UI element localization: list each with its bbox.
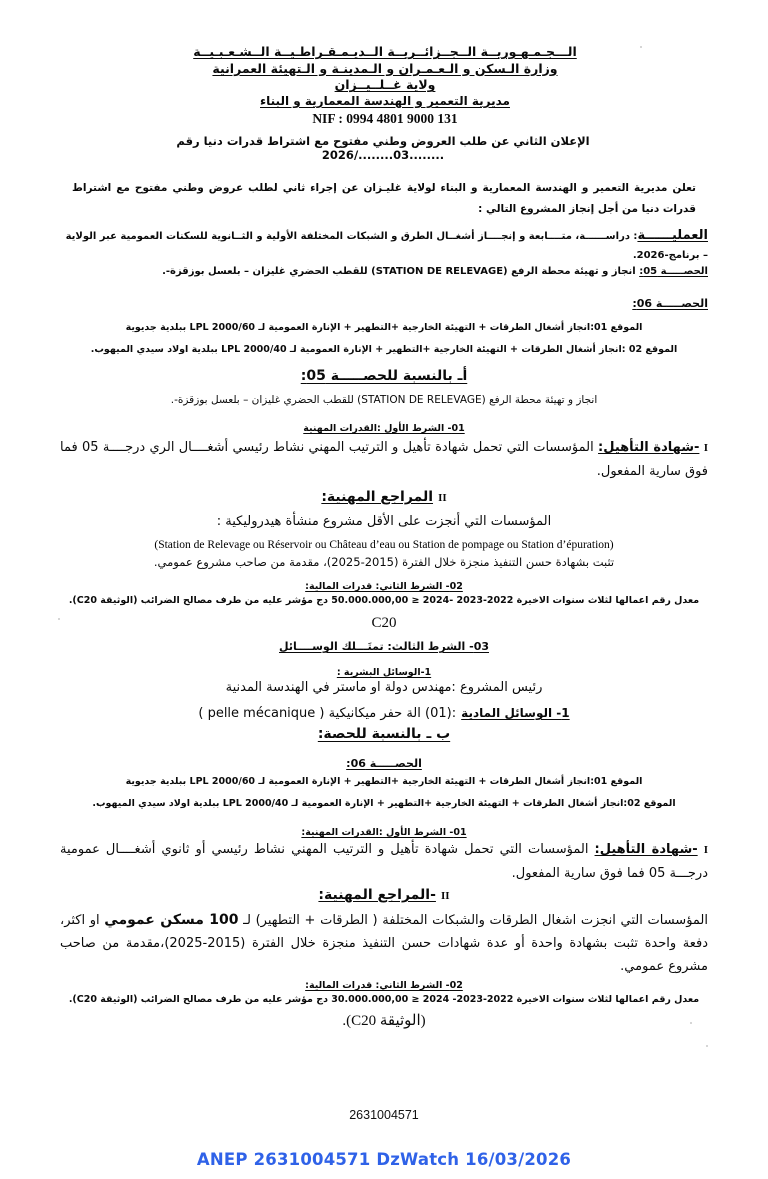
header-line-wilaya: ولاية غــلــيــزان (334, 77, 436, 93)
section-a-condition-2-head (60, 574, 708, 593)
section-a-qualification (60, 436, 708, 484)
section-a-subject: انجاز و تهيئة محطة الرفع (STATION DE RELEVAGE) للقطب الحضري غليزان – بلعسل بوزقزة-. (170, 394, 598, 406)
roman-numeral-i: I (703, 442, 709, 454)
section-b-c20-row (60, 1010, 708, 1030)
operation-block (60, 224, 708, 262)
announcement-title: الإعلان الثاني عن طلب العروض وطني مفتوح مع اشتراط قدرات دنيا رقم ........03......../2026 (176, 134, 590, 162)
section-b-condition-1-head-text: 01- الشرط الأول :القدرات المهنية: (301, 827, 467, 838)
roman-numeral-ii: II (438, 492, 447, 504)
operation-label: العمليــــــة (637, 228, 708, 243)
qualification-label-b: -شهادة التأهيل: (594, 842, 698, 857)
section-b-site-01: الموقع 01:انجاز أشغال الطرقات + التهيئة الخارجية +التطهير + الإنارة العمومية لـ LPL 2000/60 ببلدية جديوية (125, 776, 643, 787)
scan-speck (690, 1022, 692, 1024)
section-b-c20-text: (الوثيقة C20). (342, 1013, 426, 1029)
section-b-lot-tag: الحصـــــة 06: (346, 757, 422, 770)
reference-number: 2631004571 (349, 1108, 419, 1122)
section-b-condition-1-head (60, 820, 708, 839)
announcement-intro: تعلن مديرية التعمير و الهندسة المعمارية و البناء لولاية غليـزان عن إجراء ثاني لطلب عروض وطني مفتوح مع اشتراط قدرات دنيا من أجل إنجاز المشروع التالي : (72, 182, 696, 215)
lot-05-description: انجاز و تهيئة محطة الرفع (STATION DE RELEVAGE) للقطب الحضري غليزان – بلعسل بوزقزة-. (162, 266, 636, 277)
section-a-c20 (60, 612, 708, 632)
section-a-references-line-2: تثبت بشهادة حسن التنفيذ منجزة خلال الفترة (2015-2025)، مقدمة من صاحب مشروع عمومي. (153, 555, 615, 569)
section-b-references-head (60, 884, 708, 903)
section-b-condition-2-head-text: 02- الشرط الثاني: قدرات المالية: (305, 980, 463, 991)
material-means-head: 1- الوسائل المادية (461, 706, 570, 720)
section-a-references-head (60, 486, 708, 505)
lot-05-tag: الحصـــــة 05: (639, 266, 708, 277)
roman-numeral-i-b: I (703, 844, 709, 856)
qualification-text-b: المؤسسات التي تحمل شهادة تأهيل و الترتيب المهني نشاط رئيسي أو ثانوي أشغــــال عمومية درجـــة 05 فما فوق سارية المفعول. (60, 842, 708, 882)
header-line-directorate: مديرية التعمير و الهندسة المعمارية و البناء (260, 93, 510, 108)
lot-05-row (60, 262, 708, 281)
anep-footer-band (0, 1140, 768, 1179)
section-a-references-french (60, 533, 708, 552)
section-a-references-line-1: المؤسسات التي أنجزت على الأقل مشروع منشأة هيدروليكية : (216, 514, 552, 529)
references-highlight-b: 100 مسكن عمومي (104, 912, 239, 928)
references-label: المراجع المهنية: (321, 489, 434, 505)
references-french-text: (Station de Relevage ou Réservoir ou Château d’eau ou Station de pompage ou Station d’épuration) (154, 539, 614, 551)
section-a-human-means-head (60, 660, 708, 679)
lot-06-row (60, 292, 708, 311)
section-b-site-02: الموقع 02:انجاز أشغال الطرقات + التهيئة الخارجية +التطهير + الإنارة العمومية لـ LPL 2000/40 ببلدية اولاد سيدي الميهوب. (92, 798, 676, 809)
roman-numeral-ii-b: II (441, 890, 450, 902)
lot-06-site-01: الموقع 01:انجاز أشغال الطرقات + التهيئة الخارجية +التطهير + الإنارة العمومية لـ LPL 2000/60 ببلدية جديوية (125, 322, 643, 333)
operation-text: : دراســــــة، متــــابعة و إنجــــاز أشغــال الطرق و الشبكات المختلفة الأولية و الثــانوية للسكنات العمومية عبر الولاية – برنامج-2026. (65, 231, 708, 261)
section-a-material-means (60, 702, 708, 725)
section-a-condition-3-head-text: 03- الشرط الثالث: تمتَـــلك الوســــائل (279, 640, 489, 653)
section-b-lot-tag-row (60, 752, 708, 771)
section-a-condition-1-head-text: 01- الشرط الأول :القدرات المهنية (303, 423, 465, 434)
section-a-condition-2-text: معدل رقم اعمالها لثلاث سنوات الاخيرة 2022-2023 -2024 ≤ 50.000.000,00 دج مؤشر عليه من طرف مصالح الضرائب (الوثيقة C20). (68, 595, 700, 606)
section-a-condition-2-head-text: 02- الشرط الثاني: قدرات المالية: (305, 581, 463, 592)
document-header (150, 44, 620, 127)
lot-06-tag: الحصـــــة 06: (632, 297, 708, 310)
section-a-heading: أـ بالنسبة للحصـــــة 05: (300, 368, 468, 384)
section-b-qualification (60, 838, 708, 886)
anep-footer-text: ANEP 2631004571 DzWatch 16/03/2026 (196, 1150, 572, 1169)
scan-speck (58, 618, 60, 620)
section-b-condition-2-head (60, 973, 708, 992)
section-b-condition-2-text: معدل رقم اعمالها لثلاث سنوات الاخيرة 2022-2023- 2024 ≤ 30.000.000,00 دج مؤشر عليه من طرف مصالح الضرائب (الوثيقة C20). (68, 994, 700, 1005)
header-line-republic: الـــجـمـهـوريــة الــجــزائــريــة الــديـمـقـراطـيــة الــشـعـبـيــة (193, 44, 577, 59)
qualification-label: -شهادة التأهيل: (598, 440, 700, 455)
section-b-heading: ب ـ بالنسبة للحصة: (317, 726, 451, 742)
section-a-human-means-head-text: 1-الوسائل البشرية : (336, 667, 432, 678)
section-a-condition-1-head (60, 416, 708, 435)
references-label-b: -المراجع المهنية: (318, 887, 436, 903)
lot-06-site-02: الموقع 02 :انجاز أشغال الطرقات + التهيئة الخارجية +التطهير + الإنارة العمومية لـ LPL 2000/40 ببلدية اولاد سيدي الميهوب. (90, 344, 678, 355)
scan-speck (706, 1045, 708, 1047)
section-a-condition-3-head (60, 635, 708, 654)
references-text-b-a: المؤسسات التي انجزت اشغال الطرقات والشبكات المختلفة ( الطرقات + التطهير) لـ (243, 913, 708, 928)
header-line-ministry: وزارة الـسكن و الـعـمـران و الـمدينـة و الـتهيئة العمرانية (212, 60, 558, 76)
section-a-c20-text: C20 (371, 615, 397, 631)
material-means-text: :(01) الة حفر ميكانيكية ( pelle mécanique ) (198, 706, 457, 721)
header-nif: NIF : 0994 4801 9000 131 (312, 110, 458, 126)
section-b-references-text (60, 908, 708, 978)
qualification-text: المؤسسات التي تحمل شهادة تأهيل و الترتيب المهني نشاط رئيسي أشغــــال الري درجــــة 05 فما فوق سارية المفعول. (60, 440, 708, 480)
section-a-human-means-text: رئيس المشروع :مهندس دولة او ماستر في الهندسة المدنية (225, 680, 543, 695)
scan-speck (640, 46, 642, 48)
references-text-b-b: او اكثر، دفعة واحدة تثبت بشهادة واحدة أو عدة شهادات حسن التنفيذ منجزة خلال الفترة (2015-2025)،مقدمة من صاحب مشروع عمومي. (60, 913, 708, 974)
